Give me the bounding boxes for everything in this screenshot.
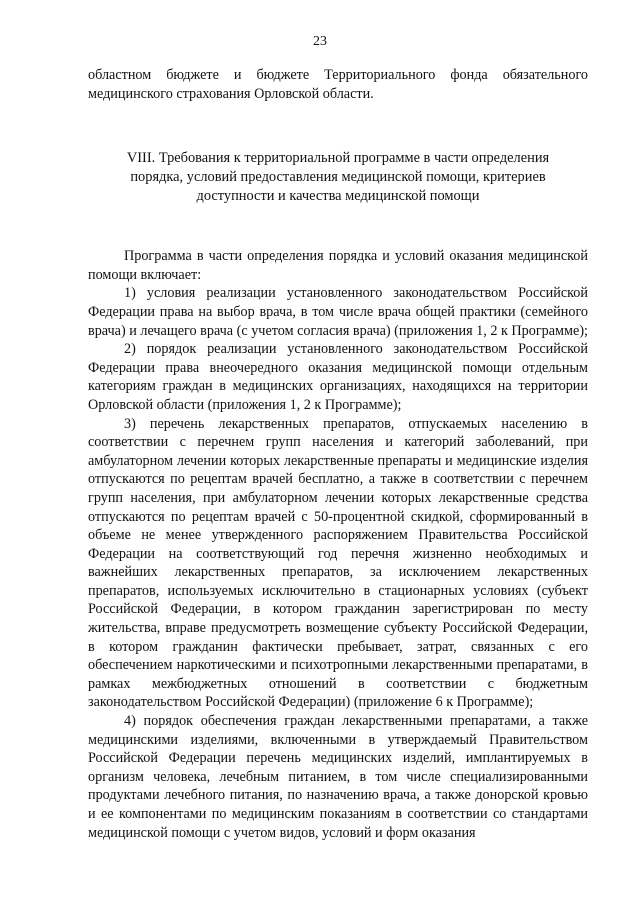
section-heading-line-1: VIII. Требования к территориальной программе в части определения xyxy=(126,150,550,167)
intro-paragraph: областном бюджете и бюджете Территориального фонда обязательного медицинского страхования Орловской области. xyxy=(88,67,588,102)
document-body xyxy=(88,66,588,842)
section-heading-line-3: доступности и качества медицинской помощи xyxy=(196,188,480,205)
list-item-3: 3) перечень лекарственных препаратов, отпускаемых населению в соответствии с перечнем групп населения и категорий заболеваний, при амбулаторном лечении которых лекарственные препараты и медицинские изделия отпускаются по рецептам врачей бесплатно, а также в соответствии с перечнем групп населения, при амбулаторном лечении которых лекарственные средства отпускаются по рецептам врачей с 50-процентной скидкой, сформированный в объеме не менее утвержденного распоряжением Правительства Российской Федерации на соответствующий год перечня жизненно необходимых и важнейших лекарственных препаратов, за исключением лекарственных препаратов, используемых исключительно в стационарных условиях (субъект Российской Федерации, в котором гражданин зарегистрирован по месту жительства, вправе предусмотреть возмещение субъекту Российской Федерации, в котором гражданин фактически пребывает, затрат, связанных с его обеспечением наркотическими и психотропными лекарственными препаратами, в рамках межбюджетных отношений в соответствии с бюджетным законодательством Российской Федерации) (приложение 6 к Программе); xyxy=(88,415,588,711)
list-item-2: 2) порядок реализации установленного законодательством Российской Федерации права внеочередного оказания медицинской помощи отдельным категориям граждан в медицинских организациях, находящихся на территории Орловской области (приложения 1, 2 к Программе); xyxy=(88,341,588,413)
section-heading xyxy=(88,149,588,206)
page-number: 23 xyxy=(313,34,327,49)
section-heading-line-2: порядка, условий предоставления медицинской помощи, критериев xyxy=(130,169,546,186)
list-item-4: 4) порядок обеспечения граждан лекарственными препаратами, а также медицинскими изделиями, включенными в утверждаемый Правительством Российской Федерации перечень медицинских изделий, имплантируемых в организм человека, лечебным питанием, в том числе специализированными продуктами лечебного питания, по назначению врача, а также донорской кровью и ее компонентами по медицинским показаниям в соответствии со стандартами медицинской помощи с учетом видов, условий и форм оказания xyxy=(88,713,588,841)
program-intro-paragraph: Программа в части определения порядка и условий оказания медицинской помощи включает: xyxy=(88,248,588,283)
list-item-1: 1) условия реализации установленного законодательством Российской Федерации права на выбор врача, в том числе врача общей практики (семейного врача) и лечащего врача (с учетом согласия врача) (приложения 1, 2 к Программе); xyxy=(88,285,588,339)
